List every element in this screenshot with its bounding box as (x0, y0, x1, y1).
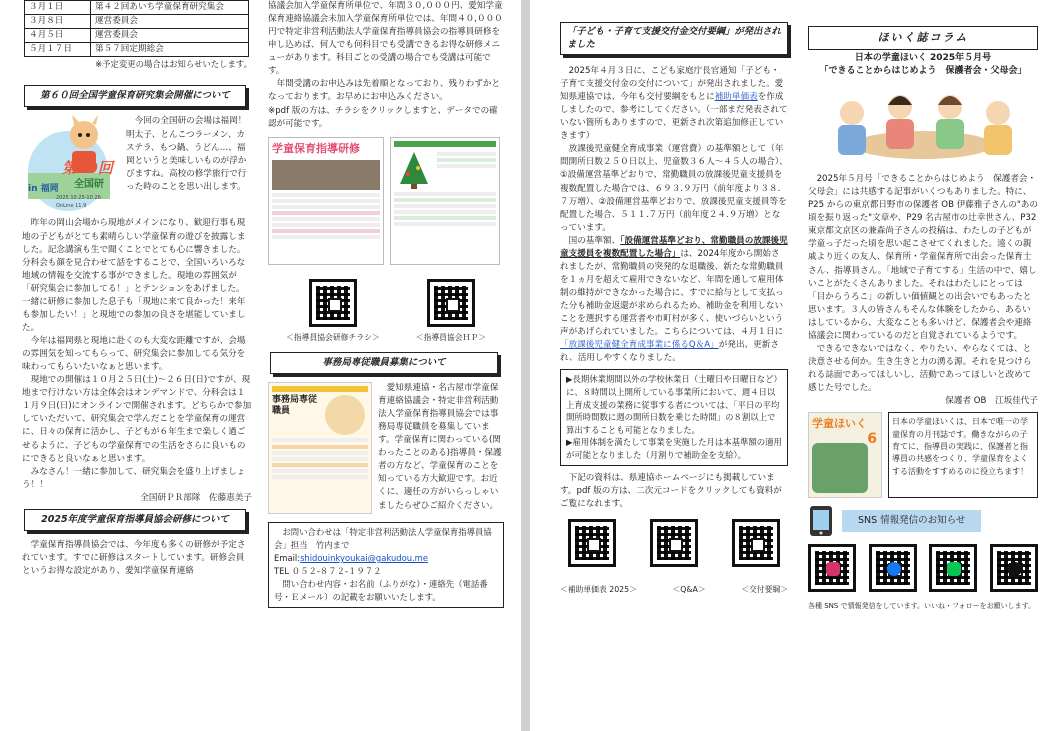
section-title-column: ほいく誌コラム (808, 26, 1038, 50)
koufu-qr-3[interactable] (732, 519, 780, 572)
kenshu-p3: 年間受講のお申込みは先着順となっており、残りわずかとなっております。お早めにお申込みください。 (268, 79, 501, 103)
schedule-date: ３月１日 (25, 1, 91, 15)
section-title-kenshu: 2025年度学童保育指導員協会研修について (24, 509, 246, 531)
zenkokuken-p1: 今回の全国研の会場は福岡！明太子、とんこつラーメン、カステラ、もつ鍋、うどん…、福岡というと美味しいものが浮かびますね。高校の修学旅行で行った時のことを思い出します。 (126, 116, 247, 192)
flyer-photo (272, 160, 380, 190)
jimukyoku-p1: 愛知県連協・名古屋市学童保育連絡協議会・特定非営利活動法人学童保育指導員協会では事務局専従職員を募集しています。学童保育に関わっている(関わったことのある)指導員・保護者の方など、学童保育のことを知っている方大歓迎です。お近くに、適任の方がいらっしゃいましたらぜひご紹介ください。 (378, 382, 502, 511)
zenkokuken-p4: 現地での開催は１０月２５日(土)～２６日(日)ですが、現地まで行けない方は全体会はオンデマンドで、分科会は１１月９日(日)にオンラインで開催されます。どちらかで参加していただいて、研究集会で学んだことを学童保育の運営に、日々の保育に活かし、子どもが６年生まで楽しく過ごせるように、子どもの学童保育での生活をさらに良いものにできると良いなぁと思います。 (22, 375, 252, 464)
koufu-note-2: ▶雇用体制を満たして事業を実施した月は本基準額の適用が可能となりました（月割りで補助金を支給）。 (566, 437, 782, 461)
sns-caption: 各種 SNS で情報発信をしています。いいね・フォローをお願いします。 (808, 602, 1036, 611)
zenkokuken-p2: 昨年の岡山会場から現地がメインになり、歓迎行事も現地の子どもがとても素晴らしい学童保育の遊びを披露しました。記念講演も生で聞くことでとても心に響きました。分科会も顔を見合わせて話をすることで、全国いろいろな地域の情報を交流する事ができました。現地の雰囲気が「研究集会に参加してる！」とテンションをあげました。一緒に研修に参加した息子も「現地に来て良かった！来年も参加したい！」と現地での参加の良さを堪能していました。 (22, 218, 246, 333)
kenshu-flyer2 (390, 137, 500, 265)
left-column-1 (22, 0, 252, 578)
qr-label: ＜補助単価表 2025＞ (560, 584, 637, 594)
schedule-event: 第５７回定期総会 (91, 43, 249, 57)
magazine-number: 6 (867, 431, 877, 448)
kenshu-flyers (268, 137, 504, 267)
kenshu-qr-2[interactable] (416, 279, 486, 344)
sns-facebook[interactable] (869, 544, 917, 597)
column-sub1: 日本の学童ほいく 2025年５月号 (854, 52, 992, 63)
koufu-p1: 2025年４月３日に、こども家庭庁長官通知「子ども・子育て支援交付金の交付について」が発出されました。愛知県連協では、今年も交付要綱をもとに補助単価表を作成しましたので、参考にしてください。（一部まだ発表されていない箇所もありますので、更新され次第追加修正していきます） (560, 65, 788, 142)
logo-place: in 福岡 (28, 184, 59, 195)
zenkokuken-p3: 今年は福岡県と現地に赴くのも大変な距離ですが、会場の雰囲気を知ってもらって、研究集会に参加してる気分を味わってもらいたいなぁと思います。 (22, 336, 246, 373)
schedule-row (25, 15, 249, 29)
kenshu-p4: ※pdf 版の方は、チラシをクリックしますと、データでの確認が可能です。 (268, 105, 498, 129)
right-page (530, 0, 1058, 731)
qr-code-icon (732, 519, 780, 567)
poster-illustration (325, 395, 365, 435)
qr-code-icon (650, 519, 698, 567)
qr-code-icon (427, 279, 475, 327)
flyer-title: 学童保育指導研修 (272, 141, 360, 155)
schedule-date: ３月８日 (25, 15, 91, 29)
kenshu-qr-1[interactable] (286, 279, 380, 344)
section-title-zenkokuken: 第６０回全国学童保育研究集会開催について (24, 85, 246, 107)
logo-sub: 全国研 (74, 179, 104, 191)
schedule-event: 第４２回あいち学童保育研究集会 (91, 1, 249, 15)
facebook-icon (887, 562, 901, 576)
qr-label: ＜指導員協会研修チラシ＞ (286, 332, 380, 342)
koufu-p4: 下記の資料は、県連協ホームページにも掲載しています。pdf 版の方は、二次元コードをクリックしても資料がご覧になれます。 (560, 472, 782, 509)
sns-header (808, 504, 1038, 538)
column-sign: 保護者 OB 江坂佳代子 (945, 396, 1038, 407)
kenshu-p2: 協議会加入学童保育所単位で、年間３０,０００円、愛知学童保育連絡協議会未加入学童保育所単位では、年間４０,０００円で特定非営利活動法人学童保育指導員協会の指導員研修を申し込めば、何人でも何科目でも受講できるお得な研修メニューがあります。科目ごとの受講の場合でも受講は可能です。 (268, 1, 503, 77)
kenshu-qr-row (268, 279, 504, 344)
contact-tel: TEL ０５２-８７２-１９７２ (274, 566, 382, 577)
logo-small: 2025.10.25-10.26 OnLine 11.9 (56, 195, 101, 210)
people-talking-illustration (808, 83, 1038, 167)
qr-label: ＜指導員協会ＨＰ＞ (415, 332, 486, 342)
schedule-row (25, 43, 249, 57)
schedule-date: ５月１７日 (25, 43, 91, 57)
poster-title: 事務局専従職員 (272, 394, 318, 416)
column-p1: 2025年５月号「できることからはじめよう 保護者会・父母会」には共感する記事がいくつもありました。特に、P25 からの東京都日野市の保護者 OB 伊藤雅子さんの"あの頃を振り返った"文章や、P29 名古屋市の辻幸世さん、P32 東京都文京区の兼森尚子さんの投稿は、わたしの子どもが学童っ子だった頃を思い起こさせてくれました。遠くの親戚より近くの友人、保育所・学童保育所で出会った保育士さん、指導員さん。「地域で子育てする」生活の中で、嬉しいことがたくさんありました。それはわたしにとっては「目からうろこ」の新しい価値観との出会いでもあったと思います。３人の皆さんもそんな体験をしたから、あるいはしているから、大変なことも多いけど、保護者会や連絡協議会に関わっているのだと自覚されているようです。 (808, 174, 1038, 341)
email-label: Email: (274, 553, 301, 563)
schedule-row (25, 1, 249, 15)
contact-l1: お問い合わせは「特定非営利活動法人学童保育指導員協会」担当 竹内まで (274, 526, 492, 550)
schedule-event: 運営委員会 (91, 15, 249, 29)
section-title-koufu: 「子ども・子育て支援交付金交付要綱」が発出されました (560, 22, 788, 55)
zenkokuken-p5: みなさん！一緒に参加して、研究集会を盛り上げましょう！！ (22, 466, 246, 490)
right-column-2 (808, 0, 1038, 612)
logo-num: 第60回 (62, 159, 113, 178)
smartphone-icon (808, 504, 834, 538)
contact-l4: 問い合わせ内容・お名前（ふりがな）・連絡先（電話番号・Ｅメール）の記載をお願いいたします。 (274, 579, 488, 603)
koufu-p2: 放課後児童健全育成事業（運営費）の基準額として（年間開所日数２５０日以上、児童数３６人～４５人の場合）、①設備運営基準どおりで、常勤職員の放課後児童支援員を複数配置した場合では、６９３.９万円（前年度より３８.７万増）、②設備運営基準どおりで、放課後児童支援員等を配置した場合、５１１.７万円（前年度２４.９万増）となっています。 (560, 144, 788, 233)
qr-code-icon (309, 279, 357, 327)
sns-title: SNS 情報発信のお知らせ (842, 510, 981, 532)
magazine-block (808, 412, 1038, 498)
sns-instagram[interactable] (808, 544, 856, 597)
kenshu-p1: 学童保育指導員協会では、今年度も多くの研修が予定されています。すでに研修はスタートしています。研修会員というお得な設定があり、愛知学童保育連絡 (22, 540, 246, 577)
right-column-1 (560, 0, 788, 596)
zenkokuken-logo (22, 115, 120, 215)
section-title-jimukyoku: 事務局専従職員募集について (270, 352, 498, 374)
left-page (0, 0, 521, 731)
koufu-qr-labels (560, 584, 788, 596)
magazine-title: 学童ほいく (812, 417, 867, 431)
koufu-p3: 国の基準額、「設備運営基準どおり、常勤職員の放課後児童支援員を複数配置した場合」は、2024年度から開始されましたが、常勤職員の突発的な退職後、新たな常勤職員を１ヵ月を超えて雇用できないなど、年間を通して雇用体制の維持ができなかった場合に、すでに給与として支払った分も補助金返還が求められるため、補助金を利用しないことを選択する運営者や市町村が多く、使いづらいという声があげられていました。こちらについては、４月１日に「放課後児童健全育成事業に係るQ＆A」が発出、更新され、活用しやすくなりました。 (560, 235, 788, 364)
magazine-cover (808, 412, 882, 498)
sns-x[interactable] (990, 544, 1038, 597)
qa-link[interactable]: 「放課後児童健全育成事業に係るQ＆A」 (560, 340, 719, 351)
tree-icon (394, 150, 434, 190)
koufu-note-box (560, 369, 788, 465)
koufu-qr-row (560, 519, 788, 572)
kenshu-flyer-link[interactable] (268, 137, 384, 265)
magazine-desc: 日本の学童ほいくは、日本で唯一の学童保育の月刊誌です。働きながらの子育てに、指導員の実践に、保護者と指導員の共感をつくり、学童保育をよくする活動をすすめるのに役立ちます！ (888, 412, 1038, 498)
column-p2: できるできないではなく、やりたい、やらなくては、と決意させる何か。生き生きと力の湧る源。それを見つけられる誌面であってほしいし、活動であってほしいと改めて感じた号でした。 (808, 343, 1032, 394)
hojo-tanka-link[interactable]: 補助単価表 (714, 92, 758, 103)
koufu-note-1: ▶長期休業期間以外の学校休業日（土曜日や日曜日など）に、８時間以上開所している事業所において、週４日以上育成支援の業務に従事する者については、「平日の平均開所時間数に週の開所日数を乗じた時間」の８割以上で算出することも可能となりました。 (566, 374, 782, 435)
schedule-date: ４月５日 (25, 29, 91, 43)
schedule-row (25, 29, 249, 43)
schedule-event: 運営委員会 (91, 29, 249, 43)
magazine-photo (812, 443, 868, 493)
contact-box (268, 522, 504, 608)
instagram-icon (826, 562, 840, 576)
zenkokuken-sign: 全国研ＰＲ部隊 佐藤恵美子 (140, 492, 252, 503)
koufu-qr-2[interactable] (650, 519, 698, 572)
left-column-2 (268, 0, 504, 614)
schedule-note: ※予定変更の場合はお知らせいたします。 (95, 59, 252, 70)
koufu-qr-1[interactable] (568, 519, 616, 572)
column-sub2: 「できることからはじめよう 保護者会・父母会」 (819, 66, 1027, 77)
sns-qr-row (808, 544, 1038, 597)
qr-label: ＜Q&A＞ (672, 584, 706, 594)
line-icon (947, 562, 961, 576)
qr-label: ＜交付要綱＞ (741, 584, 788, 594)
column-illustration (808, 83, 1038, 167)
sns-line[interactable] (929, 544, 977, 597)
jimukyoku-poster (268, 382, 372, 514)
contact-email-link[interactable]: shidouinkyoukai@gakudou.me (300, 553, 428, 563)
contact-email-row (274, 552, 498, 565)
qr-code-icon (568, 519, 616, 567)
schedule-table (24, 0, 249, 57)
